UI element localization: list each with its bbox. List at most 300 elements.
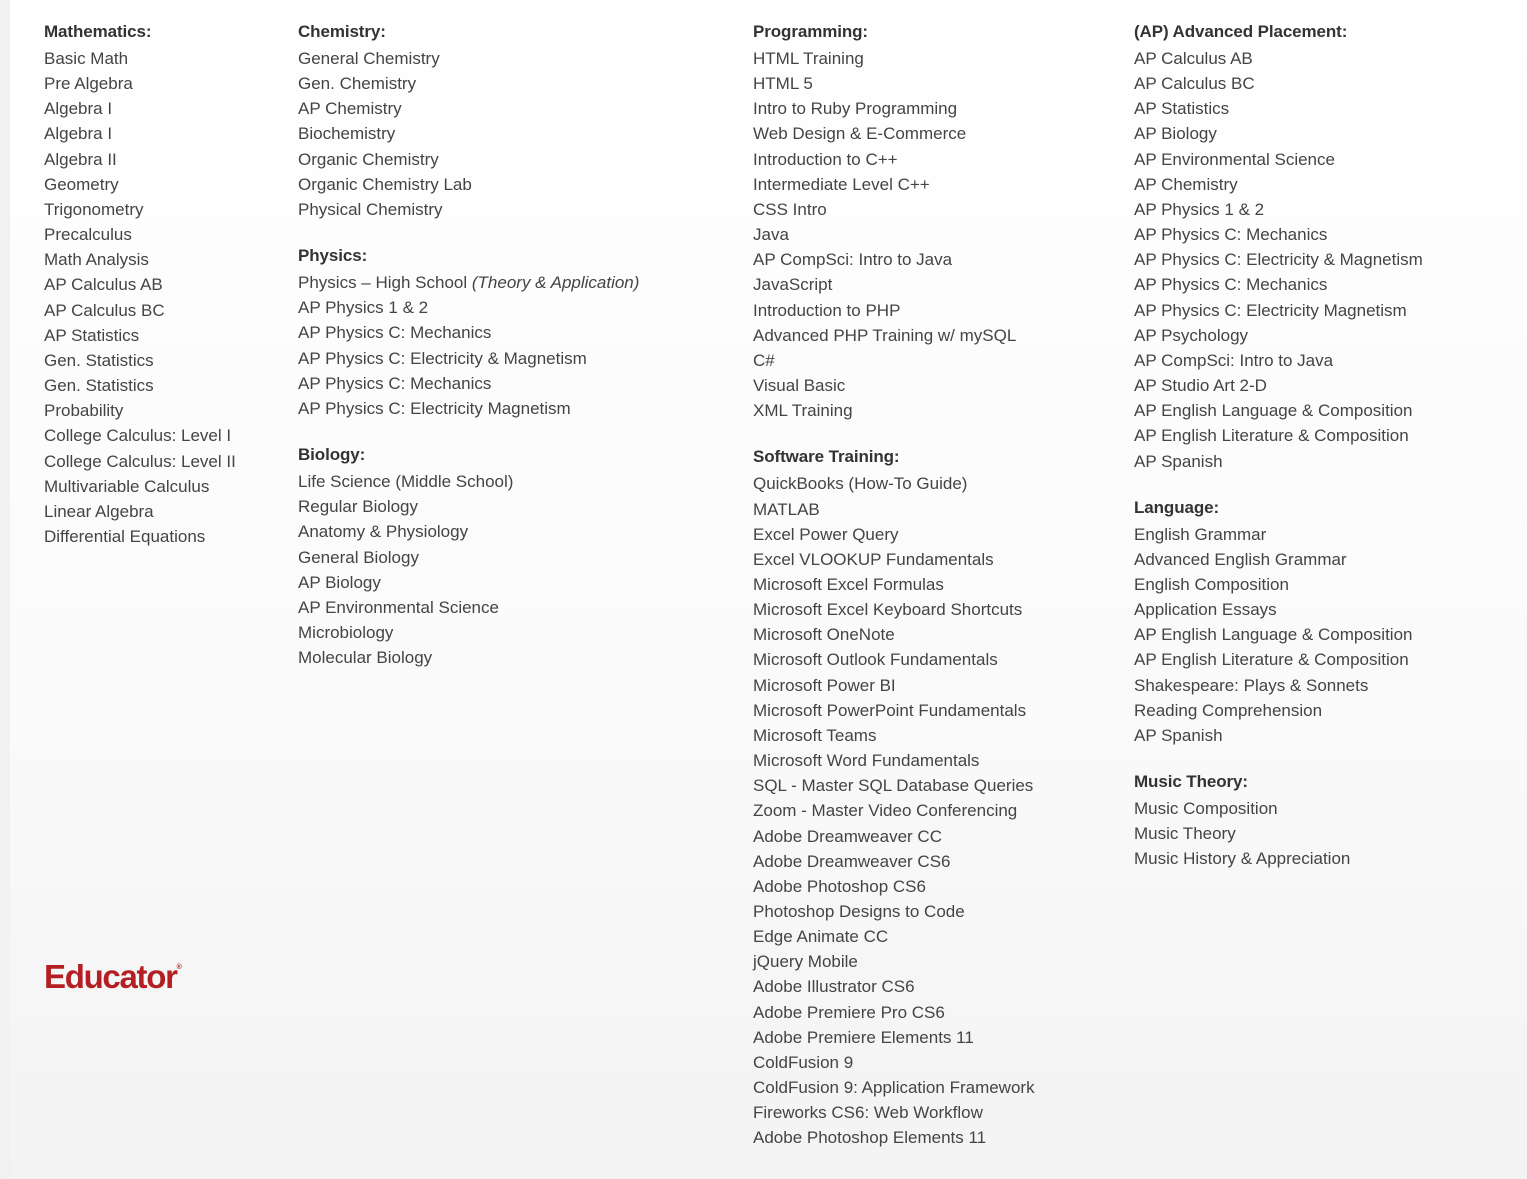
course-link[interactable]: [298, 71, 416, 96]
course-link[interactable]: [1134, 522, 1266, 547]
course-link[interactable]: [753, 698, 1026, 723]
course-link[interactable]: [44, 348, 154, 373]
course-link-label: Microbiology: [298, 622, 394, 642]
list-item: [298, 270, 738, 295]
course-link-label: Biochemistry: [298, 124, 396, 144]
course-link-label: Introduction to PHP: [753, 300, 901, 320]
course-link[interactable]: [44, 499, 154, 524]
course-link-label: Geometry: [44, 174, 119, 194]
course-link[interactable]: [44, 524, 205, 549]
list-item: [753, 1125, 1123, 1150]
course-link-label: Advanced PHP Training w/ mySQL: [753, 325, 1017, 345]
course-link[interactable]: [298, 172, 472, 197]
course-link[interactable]: [44, 197, 144, 222]
list-item: [1134, 597, 1514, 622]
list-item: [44, 71, 284, 96]
section-title: Chemistry:: [298, 22, 386, 41]
course-link-label: Basic Math: [44, 49, 129, 68]
course-link[interactable]: [1134, 796, 1278, 821]
course-list: [753, 46, 1123, 423]
list-item: [1134, 398, 1514, 423]
course-link[interactable]: [753, 1050, 853, 1075]
course-link[interactable]: [753, 1075, 1035, 1100]
course-link[interactable]: [753, 398, 853, 423]
list-item: [44, 423, 284, 448]
list-item: [298, 494, 738, 519]
course-link[interactable]: [753, 222, 789, 247]
list-item: [753, 622, 1123, 647]
course-link[interactable]: [298, 620, 393, 645]
course-list: [1134, 796, 1514, 871]
course-link[interactable]: [298, 645, 432, 670]
list-item: [1134, 272, 1514, 297]
list-item: [753, 147, 1123, 172]
list-item: [753, 673, 1123, 698]
course-link-label: AP Studio Art 2-D: [1134, 376, 1267, 396]
list-item: [753, 899, 1123, 924]
course-link-label: Microsoft Teams: [753, 725, 877, 745]
course-link[interactable]: [1134, 121, 1217, 146]
course-link[interactable]: [298, 197, 443, 222]
course-link[interactable]: [753, 874, 926, 899]
list-item: [753, 597, 1123, 622]
course-link-label: Algebra II: [44, 149, 117, 169]
course-link-label: Algebra I: [44, 124, 113, 144]
list-item: [753, 1100, 1123, 1125]
course-link-label: Shakespeare: Plays & Sonnets: [1134, 675, 1369, 695]
list-item: [298, 172, 738, 197]
course-link-label: General Biology: [298, 547, 419, 567]
educator-logo[interactable]: [44, 958, 182, 996]
course-link[interactable]: [1134, 147, 1335, 172]
course-link[interactable]: [298, 469, 513, 494]
course-link[interactable]: [298, 519, 468, 544]
list-item: [753, 172, 1123, 197]
course-link-label: AP Physics 1 & 2: [298, 298, 429, 318]
course-link-label: Excel VLOOKUP Fundamentals: [753, 549, 994, 569]
course-link-label: Adobe Premiere Elements 11: [753, 1027, 974, 1047]
course-link-label: AP Environmental Science: [1134, 149, 1335, 169]
course-link-label: Microsoft OneNote: [753, 625, 895, 645]
list-item: [1134, 121, 1514, 146]
course-link[interactable]: [298, 371, 491, 396]
section-title: Physics:: [298, 246, 368, 266]
course-link-label: AP Physics C: Mechanics: [1134, 225, 1328, 245]
course-link[interactable]: [753, 622, 895, 647]
course-link[interactable]: [753, 46, 864, 71]
course-link[interactable]: [753, 974, 915, 999]
course-link-label: AP English Literature & Composition: [1134, 426, 1409, 446]
course-link-label: Photoshop Designs to Code: [753, 902, 965, 921]
course-link-label: Intermediate Level C++: [753, 174, 930, 194]
course-link[interactable]: [298, 96, 402, 121]
course-link[interactable]: [1134, 172, 1238, 197]
list-item: [753, 522, 1123, 547]
course-link-label: AP Environmental Science: [298, 597, 499, 617]
course-link[interactable]: [298, 570, 381, 595]
course-link[interactable]: [753, 798, 1017, 823]
course-link[interactable]: [298, 595, 499, 620]
course-link-label: Music Composition: [1134, 799, 1278, 819]
course-link-label: AP Physics 1 & 2: [1134, 199, 1265, 219]
course-link-label: Adobe Illustrator CS6: [753, 977, 915, 997]
course-link-label: Life Science (Middle School): [298, 472, 514, 492]
course-link[interactable]: [753, 96, 957, 121]
course-link-label: Web Design & E-Commerce: [753, 124, 967, 144]
course-link-label: HTML 5: [753, 74, 813, 94]
course-link-label: ColdFusion 9: [753, 1052, 854, 1072]
course-link[interactable]: [753, 172, 930, 197]
course-link[interactable]: [1134, 96, 1229, 121]
list-item: [44, 46, 284, 71]
section-title: Music Theory:: [1134, 772, 1248, 792]
list-item: [44, 121, 284, 146]
course-link[interactable]: [753, 748, 979, 773]
course-link[interactable]: [753, 373, 845, 398]
list-item: [44, 272, 284, 297]
course-link-label: AP Statistics: [1134, 99, 1230, 119]
section-mathematics: [44, 20, 284, 549]
list-item: [1134, 298, 1514, 323]
course-link-label: AP Biology: [298, 572, 381, 592]
list-item: [1134, 197, 1514, 222]
course-link-label: ColdFusion 9: Application Framework: [753, 1078, 1035, 1098]
course-link[interactable]: [1134, 622, 1412, 647]
section-programming: [753, 20, 1123, 423]
list-item: [1134, 622, 1514, 647]
list-item: [753, 773, 1123, 798]
list-item: [753, 96, 1123, 121]
course-link[interactable]: [753, 723, 876, 748]
course-link[interactable]: [753, 949, 858, 974]
course-link-label: JavaScript: [753, 275, 833, 295]
course-list: [298, 469, 738, 670]
list-item: [298, 469, 738, 494]
course-link-label: AP Spanish: [1134, 451, 1223, 471]
course-link[interactable]: [753, 497, 820, 522]
course-link-label: English Grammar: [1134, 524, 1267, 544]
list-item: [753, 748, 1123, 773]
course-link[interactable]: [1134, 846, 1350, 871]
course-link[interactable]: [298, 270, 639, 295]
course-link[interactable]: [1134, 698, 1322, 723]
course-link-label: jQuery Mobile: [753, 952, 858, 972]
list-item: [1134, 147, 1514, 172]
section-title: Language:: [1134, 497, 1220, 517]
list-item: [44, 172, 284, 197]
list-item: [1134, 172, 1514, 197]
course-link-label: AP Calculus BC: [44, 300, 165, 320]
course-link[interactable]: [298, 494, 418, 519]
list-item: [44, 222, 284, 247]
course-link-label: AP English Language & Composition: [1134, 401, 1413, 421]
course-link[interactable]: [44, 96, 112, 121]
course-link[interactable]: [753, 272, 832, 297]
course-link[interactable]: [44, 46, 128, 71]
course-link[interactable]: [1134, 572, 1289, 597]
course-link[interactable]: [44, 449, 236, 474]
course-link-label: MATLAB: [753, 499, 820, 519]
list-item: [1134, 821, 1514, 846]
course-link-label: AP CompSci: Intro to Java: [1134, 350, 1334, 370]
course-link[interactable]: [753, 121, 966, 146]
list-item: [44, 474, 284, 499]
list-item: [753, 222, 1123, 247]
course-link[interactable]: [44, 172, 119, 197]
course-link[interactable]: [1134, 323, 1248, 348]
course-link-label: Music Theory: [1134, 824, 1236, 844]
course-link-label: Adobe Dreamweaver CC: [753, 826, 942, 846]
course-link[interactable]: [1134, 272, 1327, 297]
course-link[interactable]: [753, 547, 994, 572]
course-link-label: AP Physics C: Electricity Magnetism: [1134, 300, 1407, 320]
course-link[interactable]: [1134, 197, 1264, 222]
list-item: [753, 46, 1123, 71]
course-link[interactable]: [44, 398, 123, 423]
list-item: [44, 323, 284, 348]
course-link-label: Music History & Appreciation: [1134, 849, 1351, 869]
section-software-training: [753, 445, 1123, 1150]
section-title: (AP) Advanced Placement:: [1134, 22, 1348, 41]
course-link[interactable]: [753, 1025, 974, 1050]
course-link-label: Fireworks CS6: Web Workflow: [753, 1103, 983, 1123]
list-item: [44, 96, 284, 121]
list-item: [298, 645, 738, 670]
course-link-label: Linear Algebra: [44, 501, 154, 521]
section-physics: [298, 244, 738, 421]
course-link-label: CSS Intro: [753, 199, 827, 219]
list-item: [753, 723, 1123, 748]
list-item: [1134, 698, 1514, 723]
course-link-label: College Calculus: Level II: [44, 451, 236, 471]
list-item: [1134, 71, 1514, 96]
course-list: [44, 46, 284, 549]
list-item: [753, 824, 1123, 849]
course-link-label: Gen. Statistics: [44, 376, 154, 396]
course-link[interactable]: [298, 121, 395, 146]
list-item: [753, 1050, 1123, 1075]
list-item: [298, 46, 738, 71]
footer-column-4: [1134, 20, 1514, 894]
course-link-label: Microsoft Excel Keyboard Shortcuts: [753, 600, 1023, 620]
course-link[interactable]: [753, 522, 899, 547]
course-link-label: Organic Chemistry Lab: [298, 174, 472, 194]
footer-column-1: [44, 20, 284, 571]
course-link[interactable]: [44, 247, 149, 272]
course-link-label: Adobe Photoshop CS6: [753, 876, 926, 896]
course-link[interactable]: [1134, 247, 1423, 272]
course-link[interactable]: [44, 373, 154, 398]
course-link[interactable]: [44, 222, 132, 247]
course-link[interactable]: [298, 46, 440, 71]
course-link[interactable]: [753, 924, 888, 949]
course-link[interactable]: [44, 147, 117, 172]
course-link-label: Pre Algebra: [44, 74, 133, 94]
course-link[interactable]: [1134, 398, 1412, 423]
course-list: [298, 46, 738, 222]
section-title: Biology:: [298, 445, 366, 465]
section-advanced-placement: [1134, 20, 1514, 474]
list-item: [1134, 647, 1514, 672]
course-link-note: (Theory & Application): [471, 273, 640, 293]
section-biology: [298, 443, 738, 670]
list-item: [44, 298, 284, 323]
course-link[interactable]: [1134, 222, 1327, 247]
list-item: [44, 348, 284, 373]
section-title: Mathematics:: [44, 22, 152, 41]
course-link[interactable]: [1134, 449, 1223, 474]
course-link[interactable]: [44, 121, 112, 146]
course-link[interactable]: [1134, 298, 1407, 323]
course-link[interactable]: [753, 323, 1016, 348]
section-title: Programming:: [753, 22, 868, 41]
list-item: [1134, 572, 1514, 597]
list-item: [753, 121, 1123, 146]
course-link[interactable]: [753, 1125, 986, 1150]
course-link[interactable]: [753, 572, 944, 597]
course-link-label: AP Calculus BC: [1134, 74, 1255, 94]
list-item: [1134, 247, 1514, 272]
list-item: [753, 1075, 1123, 1100]
list-item: [753, 949, 1123, 974]
course-list: [753, 471, 1123, 1150]
course-link[interactable]: [298, 396, 571, 421]
list-item: [298, 346, 738, 371]
course-link[interactable]: [753, 147, 898, 172]
course-link-label: SQL - Master SQL Database Queries: [753, 776, 1034, 796]
course-link[interactable]: [753, 597, 1022, 622]
list-item: [753, 323, 1123, 348]
course-link[interactable]: [753, 471, 967, 496]
course-link[interactable]: [753, 247, 952, 272]
course-link[interactable]: [1134, 71, 1255, 96]
list-item: [298, 371, 738, 396]
course-link[interactable]: [753, 197, 827, 222]
list-item: [753, 647, 1123, 672]
course-link[interactable]: [1134, 597, 1277, 622]
section-language: [1134, 496, 1514, 748]
list-item: [1134, 846, 1514, 871]
course-link-label: Probability: [44, 401, 124, 421]
course-link[interactable]: [298, 545, 419, 570]
list-item: [753, 924, 1123, 949]
course-link[interactable]: [44, 272, 163, 297]
list-item: [1134, 222, 1514, 247]
list-item: [753, 247, 1123, 272]
course-link[interactable]: [753, 773, 1033, 798]
course-link[interactable]: [1134, 647, 1409, 672]
course-link[interactable]: [753, 899, 965, 924]
course-link[interactable]: [753, 1000, 945, 1025]
course-link-label: Edge Animate CC: [753, 927, 889, 947]
list-item: [1134, 449, 1514, 474]
course-link[interactable]: [298, 295, 428, 320]
course-link[interactable]: [1134, 821, 1236, 846]
course-link-label: Microsoft PowerPoint Fundamentals: [753, 700, 1027, 720]
course-link-label: AP Psychology: [1134, 325, 1249, 345]
course-link-label: Trigonometry: [44, 199, 144, 219]
list-item: [753, 272, 1123, 297]
course-link-label: Microsoft Word Fundamentals: [753, 751, 980, 771]
list-item: [1134, 423, 1514, 448]
course-link[interactable]: [753, 849, 950, 874]
course-link[interactable]: [1134, 46, 1253, 71]
list-item: [753, 798, 1123, 823]
list-item: [753, 471, 1123, 496]
list-item: [753, 71, 1123, 96]
course-link-label: AP Biology: [1134, 124, 1217, 144]
list-item: [298, 197, 738, 222]
list-item: [753, 874, 1123, 899]
course-link-label: College Calculus: Level I: [44, 426, 232, 446]
list-item: [753, 1025, 1123, 1050]
section-chemistry: [298, 20, 738, 222]
list-item: [44, 373, 284, 398]
course-link-label: Microsoft Outlook Fundamentals: [753, 650, 998, 670]
course-link-label: C#: [753, 350, 775, 370]
course-link[interactable]: [1134, 547, 1347, 572]
list-item: [298, 519, 738, 544]
course-link[interactable]: [753, 647, 998, 672]
course-link[interactable]: [44, 71, 133, 96]
course-link[interactable]: [44, 298, 165, 323]
footer-column-3: [753, 20, 1123, 1173]
course-link[interactable]: [753, 673, 896, 698]
list-item: [753, 698, 1123, 723]
list-item: [753, 849, 1123, 874]
list-item: [1134, 323, 1514, 348]
course-link[interactable]: [753, 348, 775, 373]
course-link[interactable]: [1134, 673, 1368, 698]
list-item: [753, 547, 1123, 572]
course-link-label: Microsoft Power BI: [753, 675, 896, 695]
list-item: [1134, 547, 1514, 572]
course-link-label: Application Essays: [1134, 600, 1277, 620]
course-link[interactable]: [753, 1100, 983, 1125]
course-link[interactable]: [298, 147, 439, 172]
course-link[interactable]: [1134, 423, 1409, 448]
course-link-label: AP Chemistry: [298, 99, 402, 119]
course-link-label: Organic Chemistry: [298, 149, 439, 169]
list-item: [44, 449, 284, 474]
course-link-label: AP Calculus AB: [1134, 49, 1253, 68]
course-link[interactable]: [753, 71, 813, 96]
course-link-label: Microsoft Excel Formulas: [753, 574, 944, 594]
course-link-label: Reading Comprehension: [1134, 700, 1323, 720]
course-link[interactable]: [753, 298, 900, 323]
course-link-label: Gen. Statistics: [44, 350, 154, 370]
list-item: [753, 974, 1123, 999]
course-link[interactable]: [44, 323, 139, 348]
course-list: [1134, 522, 1514, 748]
course-link[interactable]: [1134, 723, 1223, 748]
registered-mark: ®: [176, 964, 182, 971]
course-link[interactable]: [298, 346, 587, 371]
course-link[interactable]: [44, 474, 209, 499]
course-link[interactable]: [44, 423, 231, 448]
course-link-label: AP English Language & Composition: [1134, 625, 1413, 645]
list-item: [298, 71, 738, 96]
course-link[interactable]: [298, 320, 491, 345]
course-link-label: Adobe Photoshop Elements 11: [753, 1128, 987, 1148]
course-link-label: AP English Literature & Composition: [1134, 650, 1409, 670]
page-left-edge: [0, 0, 10, 1179]
course-link[interactable]: [753, 824, 942, 849]
list-item: [1134, 723, 1514, 748]
course-link-label: Gen. Chemistry: [298, 74, 417, 94]
course-link[interactable]: [1134, 348, 1333, 373]
course-link[interactable]: [1134, 373, 1267, 398]
